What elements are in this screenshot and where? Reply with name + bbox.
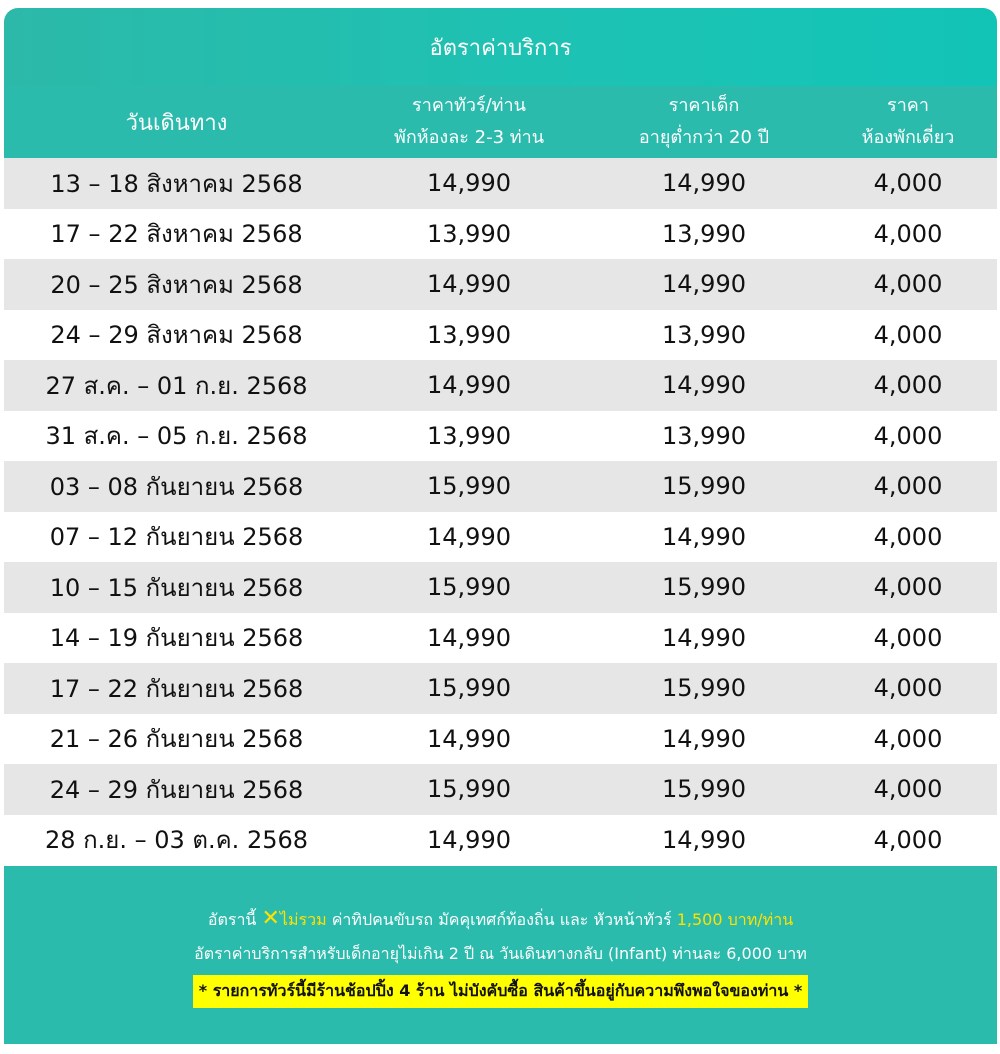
cell-single-room: 4,000 — [873, 825, 943, 854]
cross-icon: ✕ — [261, 906, 280, 931]
header-date-label: วันเดินทาง — [125, 110, 228, 136]
cell-single-room: 4,000 — [873, 371, 943, 400]
cell-single-room: 4,000 — [873, 219, 943, 248]
note-shopping-highlight: * รายการทัวร์นี้มีร้านช้อปปิ้ง 4 ร้าน ไม่บังคับซื้อ สินค้าขึ้นอยู่กับความพึงพอใจของท่าน * — [193, 975, 808, 1008]
cell-adult-price: 14,990 — [427, 825, 511, 854]
cell-single-room: 4,000 — [873, 320, 943, 349]
cell-date: 27 ส.ค. – 01 ก.ย. 2568 — [45, 371, 308, 400]
table-row — [4, 512, 997, 563]
header-adult-price — [349, 86, 589, 158]
cell-single-room: 4,000 — [873, 573, 943, 602]
table-row — [4, 663, 997, 714]
cell-single-room: 4,000 — [873, 472, 943, 501]
cell-date: 28 ก.ย. – 03 ต.ค. 2568 — [44, 826, 309, 855]
cell-date: 13 – 18 สิงหาคม 2568 — [50, 169, 303, 198]
cell-single-room: 4,000 — [873, 775, 943, 804]
cell-date: 17 – 22 สิงหาคม 2568 — [50, 220, 303, 249]
note-not-included — [208, 902, 793, 937]
header-child-price — [589, 86, 819, 158]
header-child-line1: ราคาเด็ก — [668, 95, 740, 116]
cell-adult-price: 14,990 — [427, 371, 511, 400]
cell-child-price: 14,990 — [662, 623, 746, 652]
table-row — [4, 360, 997, 411]
page-title: อัตราค่าบริการ — [429, 35, 572, 61]
cell-single-room: 4,000 — [873, 724, 943, 753]
cell-adult-price: 13,990 — [427, 421, 511, 450]
not-included-label: ไม่รวม — [279, 910, 327, 929]
table-row — [4, 613, 997, 664]
cell-date: 31 ส.ค. – 05 ก.ย. 2568 — [45, 422, 308, 451]
cell-child-price: 15,990 — [662, 674, 746, 703]
table-row — [4, 411, 997, 462]
cell-date: 10 – 15 กันยายน 2568 — [49, 573, 304, 602]
table-row — [4, 714, 997, 765]
cell-child-price: 15,990 — [662, 472, 746, 501]
footer-notes — [4, 866, 997, 1044]
cell-child-price: 15,990 — [662, 573, 746, 602]
cell-child-price: 14,990 — [662, 270, 746, 299]
cell-adult-price: 15,990 — [427, 674, 511, 703]
header-single-line1: ราคา — [887, 95, 929, 116]
table-row — [4, 209, 997, 260]
cell-single-room: 4,000 — [873, 674, 943, 703]
cell-child-price: 13,990 — [662, 320, 746, 349]
table-row — [4, 461, 997, 512]
cell-date: 14 – 19 กันยายน 2568 — [49, 624, 304, 653]
cell-child-price: 13,990 — [662, 421, 746, 450]
cell-single-room: 4,000 — [873, 421, 943, 450]
cell-adult-price: 15,990 — [427, 775, 511, 804]
cell-date: 21 – 26 กันยายน 2568 — [49, 725, 304, 754]
header-adult-line1: ราคาทัวร์/ท่าน — [412, 95, 526, 116]
cell-adult-price: 14,990 — [427, 623, 511, 652]
cell-date: 20 – 25 สิงหาคม 2568 — [50, 270, 303, 299]
cell-adult-price: 15,990 — [427, 472, 511, 501]
table-header — [4, 86, 997, 158]
table-row — [4, 259, 997, 310]
cell-child-price: 14,990 — [662, 371, 746, 400]
header-single-room — [819, 86, 997, 158]
note-tip-items: ค่าทิปคนขับรถ มัคคุเทศก์ท้องถิ่น และ หัวหน้าทัวร์ — [331, 910, 672, 929]
cell-adult-price: 13,990 — [427, 320, 511, 349]
cell-date: 07 – 12 กันยายน 2568 — [49, 523, 304, 552]
cell-single-room: 4,000 — [873, 169, 943, 198]
cell-single-room: 4,000 — [873, 522, 943, 551]
cell-date: 17 – 22 กันยายน 2568 — [49, 674, 304, 703]
cell-child-price: 15,990 — [662, 775, 746, 804]
header-single-line2: ห้องพักเดี่ยว — [861, 127, 955, 148]
note-prefix: อัตรานี้ — [207, 910, 257, 929]
cell-date: 24 – 29 กันยายน 2568 — [49, 775, 304, 804]
header-date — [4, 86, 349, 158]
cell-adult-price: 14,990 — [427, 522, 511, 551]
price-table-title-bar — [4, 8, 997, 86]
note-infant-price: อัตราค่าบริการสำหรับเด็กอายุไม่เกิน 2 ปี ณ วันเดินทางกลับ (Infant) ท่านละ 6,000 บาท — [194, 944, 807, 963]
cell-single-room: 4,000 — [873, 623, 943, 652]
table-row — [4, 764, 997, 815]
table-row — [4, 815, 997, 866]
cell-adult-price: 15,990 — [427, 573, 511, 602]
header-adult-line2: พักห้องละ 2-3 ท่าน — [393, 127, 545, 148]
tip-amount: 1,500 บาท/ท่าน — [676, 910, 794, 929]
cell-adult-price: 13,990 — [427, 219, 511, 248]
cell-adult-price: 14,990 — [427, 169, 511, 198]
cell-child-price: 14,990 — [662, 522, 746, 551]
cell-single-room: 4,000 — [873, 270, 943, 299]
table-row — [4, 562, 997, 613]
cell-child-price: 14,990 — [662, 825, 746, 854]
cell-date: 03 – 08 กันยายน 2568 — [49, 472, 304, 501]
cell-adult-price: 14,990 — [427, 724, 511, 753]
header-child-line2: อายุต่ำกว่า 20 ปี — [638, 127, 770, 148]
table-row — [4, 158, 997, 209]
table-row — [4, 310, 997, 361]
cell-child-price: 13,990 — [662, 219, 746, 248]
price-table-body — [4, 158, 997, 865]
cell-child-price: 14,990 — [662, 724, 746, 753]
cell-child-price: 14,990 — [662, 169, 746, 198]
cell-date: 24 – 29 สิงหาคม 2568 — [50, 321, 303, 350]
cell-adult-price: 14,990 — [427, 270, 511, 299]
